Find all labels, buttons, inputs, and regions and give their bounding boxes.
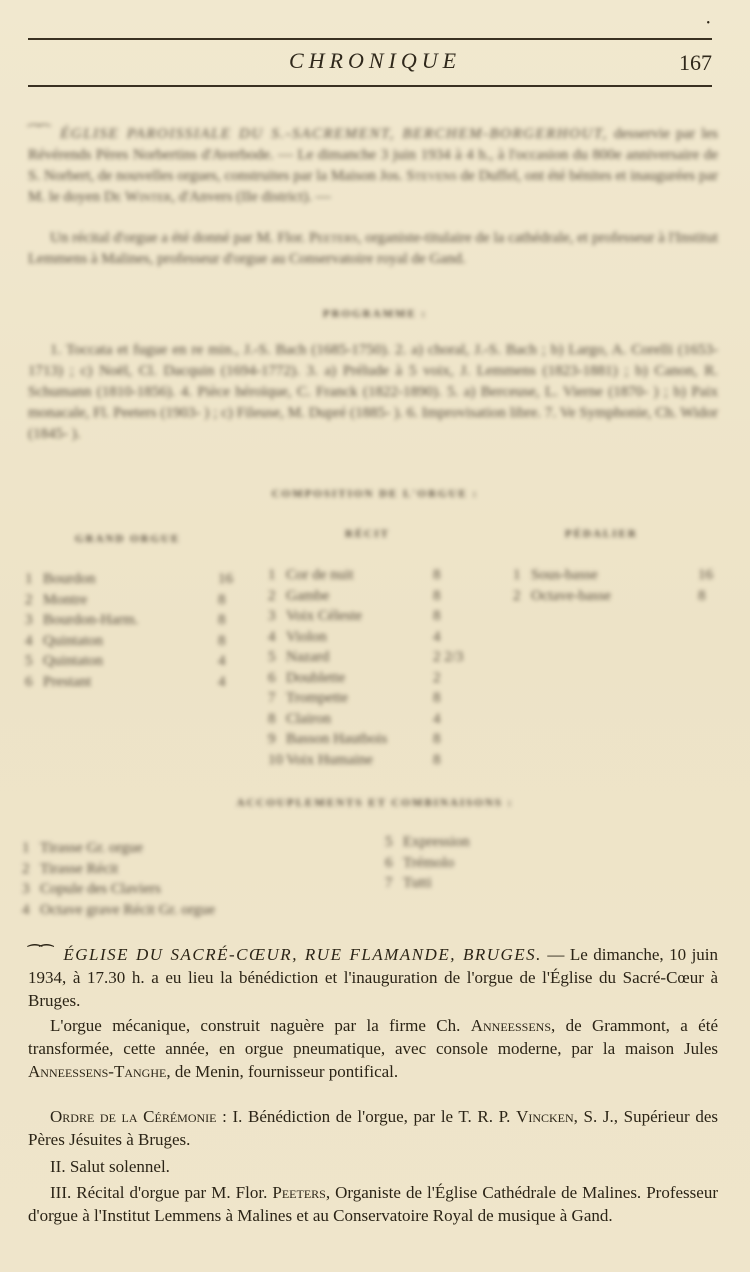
stop-number: 4 bbox=[268, 628, 276, 645]
stop-item bbox=[268, 606, 483, 627]
stop-number: 3 bbox=[22, 881, 30, 897]
stop-number: 2 bbox=[22, 860, 30, 877]
bruges-paragraph-5: III. Récital d'orgue par M. Flor. Peeters, Organiste de l'Église Cathédrale de Malines. Professeur d'orgue à l'Institut Lemmens à Malines et au Conservatoire Royal de musique à Gand. bbox=[28, 1183, 718, 1225]
stop-item bbox=[268, 647, 483, 668]
stop-number: 4 bbox=[22, 901, 30, 918]
page-number: 167 bbox=[679, 50, 712, 75]
stop-item bbox=[25, 590, 245, 611]
stop-name: Trémolo bbox=[403, 854, 455, 871]
stop-number: 3 bbox=[25, 612, 33, 628]
stop-feet: 4 bbox=[433, 710, 441, 727]
accouplements-heading: ACCOUPLEMENTS ET COMBINAISONS : bbox=[236, 797, 514, 809]
stop-item bbox=[513, 565, 718, 586]
stop-name: Doublette bbox=[286, 669, 346, 686]
stop-number: 6 bbox=[268, 669, 276, 686]
stop-name: Bourdon bbox=[43, 571, 96, 587]
accouplements-right-list bbox=[385, 832, 585, 894]
stop-item bbox=[22, 900, 352, 921]
grand-orgue-heading: GRAND ORGUE bbox=[75, 533, 181, 545]
bruges-paragraph-3: Ordre de la Cérémonie : I. Bénédiction de l'orgue, par le T. R. P. Vincken, S. J., Supérieur des Pères Jésuites à Bruges. bbox=[28, 1107, 718, 1149]
stop-number: 9 bbox=[268, 731, 276, 747]
ornament-icon: ⁀⁀ bbox=[28, 945, 52, 964]
stop-feet: 4 bbox=[433, 628, 441, 645]
stop-number: 4 bbox=[25, 632, 33, 649]
stop-item bbox=[22, 838, 352, 859]
stop-feet: 8 bbox=[218, 632, 226, 649]
stop-name: Voix Céleste bbox=[286, 608, 362, 624]
stop-name: Voix Humaine bbox=[286, 751, 373, 768]
berchem-title: ÉGLISE PAROISSIALE DU S.-SACREMENT, BERCHEM-BORGERHOUT, bbox=[60, 126, 608, 142]
pedalier-stop-list bbox=[513, 565, 718, 606]
stop-item bbox=[25, 672, 245, 693]
composition-heading: COMPOSITION DE L'ORGUE : bbox=[271, 488, 479, 500]
stop-name: Octave grave Récit Gr. orgue bbox=[40, 901, 216, 918]
stop-item bbox=[268, 729, 483, 750]
bruges-paragraph-2: L'orgue mécanique, construit naguère par la firme Ch. Anneessens, de Grammont, a été transformée, cette année, en orgue pneumatique, avec console moderne, par la maison Jules Anneessens-Tanghe, de Menin, fournisseur pontifical. bbox=[28, 1016, 718, 1081]
stop-name: Quintaton bbox=[43, 653, 103, 669]
speck: • bbox=[706, 18, 710, 29]
stop-feet: 8 bbox=[218, 612, 226, 628]
stop-number: 1 bbox=[513, 567, 521, 583]
stop-feet: 8 bbox=[433, 690, 441, 706]
stop-name: Cor de nuit bbox=[286, 567, 354, 583]
stop-item bbox=[268, 586, 483, 607]
ceremony-label: Ordre de la Cérémonie bbox=[50, 1107, 217, 1126]
stop-name: Expression bbox=[403, 834, 470, 850]
header-rule-top bbox=[28, 38, 712, 40]
stop-number: 5 bbox=[25, 653, 33, 669]
stop-item bbox=[25, 569, 245, 590]
stop-name: Tutti bbox=[403, 875, 432, 891]
bruges-date-text: Le dimanche, 10 juin 1934, à 17.30 h. a eu lieu la bénédiction et l'inauguration de l'orgue de l'Église du Sacré-Cœur à Bruges. bbox=[28, 945, 719, 1010]
stop-feet: 2 2/3 bbox=[433, 649, 464, 665]
stop-number: 10 bbox=[268, 751, 283, 768]
stop-feet: 8 bbox=[433, 608, 441, 624]
stop-item bbox=[268, 750, 483, 771]
grand-orgue-stop-list bbox=[25, 569, 245, 692]
stop-feet: 8 bbox=[433, 567, 441, 583]
stop-name: Gambe bbox=[286, 587, 330, 604]
berchem-paragraph-1: ⁀⁀ ÉGLISE PAROISSIALE DU S.-SACREMENT, BERCHEM-BORGERHOUT, desservie par les Révérends Pères Norbertins d'Averbode. — Le dimanche 3 juin 1934 à 4 h., à l'occasion du 800e anniversaire de S. Norbert, de nouvelles orgues, construites par la Maison Jos. Stevens de Duffel, ont été bénites et inaugurées par M. le doyen De Winter, d'Anvers (IIe district). — bbox=[28, 126, 719, 205]
stop-feet: 8 bbox=[433, 587, 441, 604]
bruges-paragraph-1: ⁀⁀ ÉGLISE DU SACRÉ-CŒUR, RUE FLAMANDE, BRUGES. — Le dimanche, 10 juin 1934, à 17.30 h. a eu lieu la bénédiction et l'inauguration de l'orgue de l'Église du Sacré-Cœur à Bruges. bbox=[28, 945, 719, 1010]
stop-number: 1 bbox=[268, 567, 276, 583]
stop-number: 2 bbox=[513, 587, 521, 604]
stop-number: 6 bbox=[25, 673, 33, 690]
stop-number: 8 bbox=[268, 710, 276, 727]
stop-number: 5 bbox=[268, 649, 276, 665]
stop-item bbox=[513, 586, 718, 607]
stop-number: 7 bbox=[385, 875, 393, 891]
header-rule-bottom bbox=[28, 85, 712, 87]
stop-feet: 2 bbox=[433, 669, 441, 686]
stop-feet: 4 bbox=[218, 653, 226, 669]
berchem-paragraph-2: Un récital d'orgue a été donné par M. Flor. Peeters, organiste-titulaire de la cathédrale, et professeur à l'Institut Lemmens à Malines, professeur d'orgue au Conservatoire royal de Gand. bbox=[28, 230, 718, 267]
accouplements-left-list bbox=[22, 838, 352, 920]
stop-item bbox=[25, 610, 245, 631]
ornament-icon: ⁀⁀ bbox=[28, 126, 49, 142]
stop-name: Quintaton bbox=[43, 632, 103, 649]
recit-stop-list bbox=[268, 565, 483, 770]
running-title: CHRONIQUE bbox=[288, 48, 462, 73]
stop-name: Violon bbox=[286, 628, 327, 645]
stop-number: 7 bbox=[268, 690, 276, 706]
recit-heading: RÉCIT bbox=[345, 528, 390, 540]
stop-item bbox=[268, 668, 483, 689]
stop-feet: 8 bbox=[433, 731, 441, 747]
stop-name: Octave-basse bbox=[531, 587, 611, 604]
stop-name: Tirasse Gr. orgue bbox=[40, 840, 143, 856]
stop-feet: 4 bbox=[218, 673, 226, 690]
stop-item bbox=[268, 709, 483, 730]
bruges-paragraph-4: II. Salut solennel. bbox=[50, 1157, 170, 1176]
stop-name: Bourdon-Harm. bbox=[43, 612, 139, 628]
stop-item bbox=[25, 651, 245, 672]
stop-name: Montre bbox=[43, 591, 88, 608]
stop-number: 1 bbox=[25, 571, 33, 587]
stop-number: 5 bbox=[385, 834, 393, 850]
stop-item bbox=[385, 853, 585, 874]
stop-name: Trompette bbox=[286, 690, 348, 706]
stop-name: Sous-basse bbox=[531, 567, 598, 583]
stop-number: 2 bbox=[25, 591, 33, 608]
programme-heading: PROGRAMME : bbox=[322, 308, 428, 320]
stop-name: Nazard bbox=[286, 649, 330, 665]
stop-number: 3 bbox=[268, 608, 276, 624]
stop-item bbox=[25, 631, 245, 652]
stop-item bbox=[268, 688, 483, 709]
stop-name: Basson Hautbois bbox=[286, 731, 388, 747]
stop-feet: 8 bbox=[698, 587, 706, 604]
stop-item bbox=[22, 859, 352, 880]
stop-item bbox=[22, 879, 352, 900]
stop-item bbox=[268, 627, 483, 648]
stop-number: 6 bbox=[385, 854, 393, 871]
stop-feet: 16 bbox=[698, 567, 713, 583]
stop-name: Copule des Claviers bbox=[40, 881, 161, 897]
stop-item bbox=[268, 565, 483, 586]
stop-item bbox=[385, 832, 585, 853]
stop-feet: 8 bbox=[218, 591, 226, 608]
stop-number: 2 bbox=[268, 587, 276, 604]
pedalier-heading: PÉDALIER bbox=[565, 528, 638, 540]
bruges-title: ÉGLISE DU SACRÉ-CŒUR, RUE FLAMANDE, BRUGES. bbox=[63, 945, 542, 964]
programme-text: 1. Toccata et fugue en re min., J.-S. Bach (1685-1750). 2. a) choral, J.-S. Bach ; b) Largo, A. Corelli (1653-1713) ; c) Noël, Cl. Dacquin (1694-1772). 3. a) Prélude à 5 voix, J. Lemmens (1823-1881) ; b) Canon, R. Schumann (1810-1856). 4. Pièce héroïque, C. Franck (1822-1890). 5. a) Berceuse, L. Vierne (1870- ) ; b) Paix monacale, Fl. Peeters (1903- ) ; c) Fileuse, M. Dupré (1885- ). 6. Improvisation libre. 7. Ve Symphonie, Ch. Widor (1845- ). bbox=[28, 342, 718, 442]
stop-number: 1 bbox=[22, 840, 30, 856]
stop-name: Prestant bbox=[43, 673, 92, 690]
stop-name: Tirasse Récit bbox=[40, 860, 119, 877]
stop-feet: 16 bbox=[218, 571, 233, 587]
stop-feet: 8 bbox=[433, 751, 441, 768]
stop-item bbox=[385, 873, 585, 894]
stop-name: Clairon bbox=[286, 710, 331, 727]
